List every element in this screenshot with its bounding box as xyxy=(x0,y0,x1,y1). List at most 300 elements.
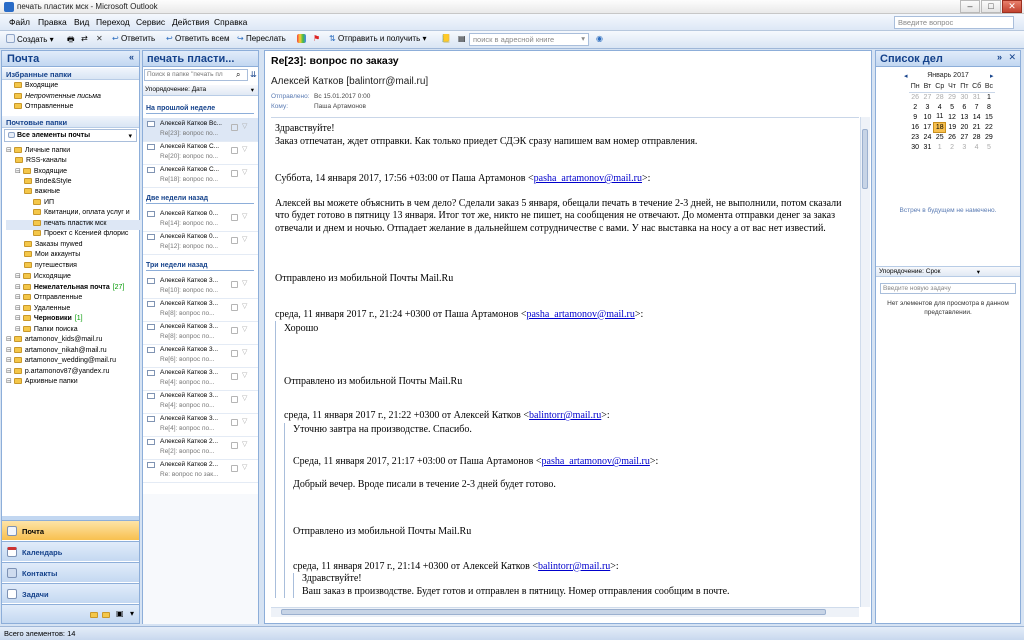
folder-label: Мои аккаунты xyxy=(35,251,81,258)
message-row[interactable] xyxy=(143,321,258,345)
folder-label: Исходящие xyxy=(33,273,71,280)
calendar-day[interactable]: 27 xyxy=(960,133,969,141)
folder-item[interactable] xyxy=(6,304,143,315)
move-icon[interactable]: ⇄ xyxy=(81,34,88,43)
nav-button-mail[interactable]: Почта xyxy=(2,520,139,540)
folder-item[interactable] xyxy=(6,251,143,262)
row-subject: Re[8]: вопрос по... xyxy=(160,310,215,317)
to-value[interactable]: Паша Артамонов xyxy=(314,103,366,110)
calendar-day[interactable]: 2 xyxy=(950,143,954,151)
address-book-icon[interactable]: 📒 xyxy=(441,34,451,43)
folder-icon xyxy=(14,147,22,153)
folder-label: Архивные папки xyxy=(24,378,78,385)
outlook-icon xyxy=(4,2,14,12)
favorite-item[interactable]: Отправленные xyxy=(14,103,151,114)
calendar-day[interactable]: 1 xyxy=(937,143,942,151)
folder-label: artamonov_wedding@mail.ru xyxy=(24,357,116,364)
folder-item[interactable] xyxy=(6,230,143,241)
envelope-icon xyxy=(147,167,155,173)
folder-item[interactable] xyxy=(6,209,143,220)
folder-label: печать пластик мск xyxy=(44,219,107,227)
message-row[interactable] xyxy=(143,208,258,232)
envelope-icon xyxy=(147,347,155,353)
folder-label: путешествия xyxy=(35,261,77,269)
row-sender: Алексей Катков 3... xyxy=(160,300,219,307)
folder-icon xyxy=(23,284,31,290)
row-sender: Алексей Катков 0... xyxy=(160,233,219,240)
folder-icon xyxy=(23,315,31,321)
todo-title: Список дел » ✕ xyxy=(876,51,1020,67)
row-sender: Алексей Катков С... xyxy=(160,143,220,150)
category-checkbox[interactable] xyxy=(231,304,238,311)
search-icon[interactable]: ⌕ xyxy=(236,70,241,79)
envelope-icon xyxy=(147,144,155,150)
folder-item[interactable] xyxy=(6,356,143,367)
expand-toggle-icon[interactable]: ⊟ xyxy=(6,147,14,154)
categorize-icon[interactable] xyxy=(297,34,308,44)
category-checkbox[interactable] xyxy=(231,124,238,131)
calendar-day[interactable]: 3 xyxy=(962,143,967,151)
menu-help[interactable]: Справка xyxy=(214,17,248,27)
category-checkbox[interactable] xyxy=(231,214,238,221)
calendar-day[interactable]: 3 xyxy=(925,103,930,111)
group-header[interactable]: Две недели назад xyxy=(146,195,254,204)
folder-item[interactable] xyxy=(6,220,143,231)
favorite-item[interactable]: Непрочтенные письма xyxy=(14,93,151,104)
flag-icon[interactable]: ▽ xyxy=(242,169,248,176)
folder-icon xyxy=(24,251,32,257)
row-subject: Re[10]: вопрос по... xyxy=(160,287,219,294)
send-receive-label: Отправить и получить xyxy=(337,34,421,43)
expand-toggle-icon[interactable]: ⊟ xyxy=(15,168,23,175)
nav-button-calendar[interactable]: Календарь xyxy=(2,541,139,561)
folder-icon xyxy=(33,199,41,205)
calendar-day[interactable]: 28 xyxy=(935,93,944,101)
folder-label: Личные папки xyxy=(24,147,71,154)
envelope-icon xyxy=(147,416,155,422)
category-checkbox[interactable] xyxy=(231,350,238,357)
email-link[interactable]: balintorr@mail.ru xyxy=(529,410,602,421)
calendar-day[interactable]: 12 xyxy=(948,113,956,121)
prev-month-icon[interactable]: ◂ xyxy=(904,73,908,80)
quote-level-1 xyxy=(275,321,853,598)
menu-file[interactable]: Файл xyxy=(9,17,30,27)
folder-label: Входящие xyxy=(33,168,68,175)
tasks-icon xyxy=(7,589,17,599)
mobile-signature: Отправлено из мобильной Почты Mail.Ru xyxy=(275,273,454,284)
quote-header: среда, 11 января 2017 г., 21:24 +0300 от Паша Артамонов <pasha_artamonov@mail.ru>: xyxy=(275,308,644,320)
title-bar xyxy=(0,0,1024,14)
reply-icon: ↩ xyxy=(112,34,119,43)
task-sort-bar[interactable]: Упорядочение: Срок ▾ xyxy=(876,266,1020,277)
folder-item[interactable] xyxy=(6,314,143,325)
message-row[interactable] xyxy=(143,390,258,414)
row-subject: Re[18]: вопрос по... xyxy=(160,176,219,183)
calendar-month: Январь 2017 xyxy=(927,72,969,79)
expand-toggle-icon[interactable]: ⊟ xyxy=(6,346,14,354)
collapse-icon[interactable]: » xyxy=(996,52,1002,62)
envelope-icon xyxy=(147,211,155,217)
category-checkbox[interactable] xyxy=(231,281,238,288)
folder-item[interactable] xyxy=(6,178,143,189)
weekday-label: Сб xyxy=(972,83,982,91)
weekday-label: Пн xyxy=(910,83,920,91)
row-sender: Алексей Катков 3... xyxy=(160,346,219,353)
maximize-button[interactable]: □ xyxy=(981,0,1001,13)
calendar-day[interactable]: 5 xyxy=(950,103,954,111)
mail-folders-header[interactable]: Почтовые папки xyxy=(2,116,139,128)
quote-text: Здравствуйте! xyxy=(302,573,362,584)
message-sender[interactable]: Алексей Катков [balintorr@mail.ru] xyxy=(271,76,429,87)
contacts-icon xyxy=(7,568,17,578)
expand-toggle-icon[interactable]: ⊟ xyxy=(15,283,23,291)
calendar-day[interactable]: 30 xyxy=(911,143,920,151)
folder-item[interactable] xyxy=(6,146,143,157)
body-line: Заказ отпечатан, ждет отправки. Как только приедет СДЭК сразу напишем вам номер отправления. xyxy=(275,135,698,147)
favorites-list xyxy=(14,82,151,114)
message-row[interactable] xyxy=(143,344,258,368)
flag-icon[interactable]: ▽ xyxy=(242,146,248,153)
calendar-day[interactable]: 28 xyxy=(972,133,981,141)
envelope-icon xyxy=(147,370,155,376)
body-greeting: Здравствуйте! xyxy=(275,123,335,134)
all-mail-dropdown[interactable]: Все элементы почты ▾ xyxy=(4,129,137,142)
calendar-day[interactable]: 20 xyxy=(960,123,969,131)
close-icon[interactable]: ✕ xyxy=(1008,52,1016,62)
category-checkbox[interactable] xyxy=(231,396,238,403)
folder-label: Заказы mywed xyxy=(35,240,83,248)
expand-toggle-icon[interactable]: ⊟ xyxy=(15,304,23,312)
category-checkbox[interactable] xyxy=(231,373,238,380)
reading-pane xyxy=(264,50,872,624)
flag-icon[interactable]: ▽ xyxy=(242,236,248,243)
sent-row xyxy=(271,93,370,100)
flag-icon[interactable]: ⚑ xyxy=(313,34,321,43)
expand-toggle-icon[interactable]: ⊟ xyxy=(6,357,14,364)
calendar-day[interactable]: 19 xyxy=(948,123,957,131)
calendar-day[interactable]: 8 xyxy=(986,103,991,111)
message-row[interactable] xyxy=(143,298,258,322)
row-subject: Re[6]: вопрос по... xyxy=(160,356,215,363)
flag-icon[interactable]: ▽ xyxy=(242,326,248,333)
folder-icon xyxy=(33,209,41,215)
folder-icon xyxy=(14,378,22,384)
row-subject: Re[12]: вопрос по... xyxy=(160,243,219,250)
calendar-day[interactable]: 24 xyxy=(923,133,932,141)
folder-item[interactable] xyxy=(6,262,143,273)
send-receive-button[interactable]: ⇅ Отправить и получить ▾ xyxy=(329,34,427,43)
folder-item[interactable] xyxy=(6,377,143,388)
quote-text: Добрый вечер. Вроде писали в течение 2-3 дней будет готово. xyxy=(293,478,556,490)
message-row[interactable] xyxy=(143,164,258,188)
mobile-signature: Отправлено из мобильной Почты Mail.Ru xyxy=(293,526,472,537)
folder-item[interactable] xyxy=(6,188,143,199)
row-sender: Алексей Катков 3... xyxy=(160,369,219,376)
flag-icon[interactable]: ▽ xyxy=(242,395,248,402)
folder-tree xyxy=(6,146,143,388)
reply-all-button[interactable] xyxy=(166,34,229,43)
next-month-icon[interactable]: ▸ xyxy=(990,73,994,80)
message-row[interactable] xyxy=(143,275,258,299)
folder-item[interactable] xyxy=(6,325,143,336)
expand-toggle-icon[interactable]: ⊟ xyxy=(6,336,14,343)
row-sender: Алексей Катков 2... xyxy=(160,461,219,468)
menu-view[interactable]: Вид xyxy=(74,17,90,27)
expand-toggle-icon[interactable]: ⊟ xyxy=(6,378,14,385)
tasks-empty-message: Нет элементов для просмотра в данном представлении. xyxy=(887,300,1009,316)
category-checkbox[interactable] xyxy=(231,147,238,154)
calendar-day[interactable]: 29 xyxy=(985,133,993,141)
reply-all-label: Ответить всем xyxy=(174,34,230,43)
flag-icon[interactable]: ▽ xyxy=(242,464,248,471)
message-row[interactable] xyxy=(143,367,258,391)
calendar-day[interactable]: 22 xyxy=(985,123,993,131)
calendar-day[interactable]: 10 xyxy=(923,113,932,121)
email-link[interactable]: pasha_artamonov@mail.ru xyxy=(541,456,650,467)
create-label: Создать xyxy=(17,35,48,44)
delete-icon[interactable]: ✕ xyxy=(96,34,103,43)
nav-shortcuts-bar xyxy=(2,604,139,623)
folder-icon xyxy=(24,188,32,194)
expand-toggle-icon[interactable]: ⊟ xyxy=(15,315,23,322)
row-sender: Алексей Катков 3... xyxy=(160,323,219,330)
calendar-day[interactable]: 11 xyxy=(936,113,944,121)
address-book-search-input[interactable]: поиск в адресной книге ▾ xyxy=(469,33,589,46)
folder-item[interactable] xyxy=(6,293,143,304)
row-subject: Re: вопрос по зак... xyxy=(160,471,219,478)
row-subject: Re[23]: вопрос по... xyxy=(160,130,219,137)
folder-item[interactable] xyxy=(6,167,143,178)
appointments-empty: Встреч в будущем не намечено. xyxy=(899,207,997,214)
horizontal-scroll-thumb[interactable] xyxy=(281,609,826,615)
item-count: Всего элементов: 14 xyxy=(4,629,76,638)
flag-icon[interactable]: ▽ xyxy=(242,123,248,130)
message-row[interactable] xyxy=(143,141,258,165)
flag-icon[interactable]: ▽ xyxy=(242,213,248,220)
sort-bar[interactable]: Упорядочение: Дата ▾ xyxy=(143,85,258,96)
folder-label: Нежелательная почта xyxy=(33,283,110,291)
favorites-header[interactable]: Избранные папки xyxy=(2,68,139,80)
calendar-day[interactable]: 7 xyxy=(974,103,979,111)
folder-item[interactable] xyxy=(6,272,143,283)
folder-icon xyxy=(14,347,22,353)
navigation-pane xyxy=(1,50,140,624)
calendar-day[interactable]: 26 xyxy=(948,133,956,141)
notes-icon[interactable]: ▣ xyxy=(116,609,124,618)
expand-toggle-icon[interactable]: ⊟ xyxy=(6,367,14,375)
row-subject: Re[4]: вопрос по... xyxy=(160,425,215,432)
folder-label: ИП xyxy=(44,198,55,206)
folder-label: Папки поиска xyxy=(33,325,78,333)
folder-icon xyxy=(23,294,31,300)
folder-item[interactable] xyxy=(6,346,143,357)
calendar-day[interactable]: 2 xyxy=(913,103,918,111)
email-link[interactable]: balintorr@mail.ru xyxy=(538,560,611,572)
status-bar xyxy=(0,626,1024,640)
calendar-day[interactable]: 14 xyxy=(972,113,981,121)
help-icon[interactable]: ◉ xyxy=(596,34,603,43)
calendar-day[interactable]: 18 xyxy=(934,122,946,132)
group-header[interactable]: Три недели назад xyxy=(146,262,254,271)
calendar-day[interactable]: 13 xyxy=(960,113,969,121)
folder-icon xyxy=(24,178,32,184)
email-link[interactable]: pasha_artamonov@mail.ru xyxy=(526,308,635,320)
menu-bar xyxy=(0,14,1024,31)
folder-label: Проект с Ксенией флорис xyxy=(44,230,129,237)
message-row[interactable] xyxy=(143,413,258,437)
vertical-scroll-thumb[interactable] xyxy=(862,129,868,189)
flag-icon[interactable]: ▽ xyxy=(242,418,248,425)
header-divider xyxy=(271,117,859,118)
calendar-day[interactable]: 23 xyxy=(911,133,920,141)
weekday-label: Ср xyxy=(935,83,945,91)
calendar-day[interactable]: 27 xyxy=(923,93,932,101)
quote-text: Ваш заказ в производстве. Будет готов и отправлен в пятницу. Номер отправления сообщим в почте. xyxy=(302,585,730,597)
calendar-day[interactable]: 31 xyxy=(923,143,932,151)
quote-header: Среда, 11 января 2017, 21:17 +03:00 от Паша Артамонов <pasha_artamonov@mail.ru>: xyxy=(293,456,659,467)
flag-icon[interactable]: ▽ xyxy=(242,349,248,356)
message-body xyxy=(275,123,853,608)
calendar-day[interactable]: 9 xyxy=(913,113,918,121)
mobile-signature: Отправлено из мобильной Почты Mail.Ru xyxy=(284,375,463,387)
shortcuts-icon[interactable] xyxy=(102,612,110,618)
message-row[interactable] xyxy=(143,231,258,255)
list-empty-area xyxy=(143,494,258,624)
menu-edit[interactable]: Правка xyxy=(38,17,67,27)
category-checkbox[interactable] xyxy=(231,465,238,472)
calendar-day[interactable]: 4 xyxy=(937,103,942,111)
message-row[interactable] xyxy=(143,436,258,460)
flag-icon[interactable]: ▽ xyxy=(242,303,248,310)
calendar-day[interactable]: 31 xyxy=(972,93,981,101)
new-mail-icon xyxy=(6,34,15,43)
row-subject: Re[14]: вопрос по... xyxy=(160,220,219,227)
menu-tools[interactable]: Сервис xyxy=(136,17,166,27)
address-search-placeholder: поиск в адресной книге xyxy=(473,35,555,44)
row-subject: Re[2]: вопрос по... xyxy=(160,448,215,455)
calendar-day[interactable]: 4 xyxy=(974,143,979,151)
row-sender: Алексей Катков 2... xyxy=(160,438,219,445)
body-paragraph: Алексей вы можете объяснить в чем дело? Сделали заказ 5 января, обещали печать в течение 2-3 дней, не выполнили, потом сказали что будет готово в пятницу 13 января. Итог тот же, никто не пишет, на сообщения не отвечают. До момента отправки денег за заказ отвечали и днем и ночью. Отпадает желание в дальнейшем сотрудничестве с вами. У нас выставка на носу а от вас нет известий. xyxy=(275,197,842,234)
row-sender: Алексей Катков 3... xyxy=(160,415,219,422)
calendar-day[interactable]: 5 xyxy=(986,143,991,151)
flag-icon[interactable]: ▽ xyxy=(242,441,248,448)
message-row[interactable] xyxy=(143,459,258,483)
message-row[interactable] xyxy=(143,118,258,142)
create-button[interactable]: Создать ▾ xyxy=(6,34,54,44)
flag-icon[interactable]: ▽ xyxy=(242,372,248,379)
reply-all-icon: ↩ xyxy=(166,34,173,43)
folder-icon xyxy=(15,157,23,163)
row-subject: Re[4]: вопрос по... xyxy=(160,379,215,386)
calendar-day[interactable]: 26 xyxy=(911,93,920,101)
nav-button-tasks[interactable]: Задачи xyxy=(2,583,139,603)
close-button[interactable]: ✕ xyxy=(1002,0,1022,13)
forward-button[interactable] xyxy=(237,34,286,43)
group-header[interactable]: На прошлой неделе xyxy=(146,105,254,114)
folder-icon xyxy=(14,336,22,342)
date-navigator xyxy=(909,82,995,152)
address-book-small-icon: ▤ xyxy=(458,34,466,43)
category-checkbox[interactable] xyxy=(231,419,238,426)
folder-icon xyxy=(33,220,41,226)
folder-list-icon[interactable] xyxy=(90,612,98,618)
sent-label: Отправлено: xyxy=(271,93,310,100)
folder-item[interactable] xyxy=(6,367,143,378)
to-row xyxy=(271,103,366,110)
calendar-icon xyxy=(7,547,17,557)
message-list-title: печать пласти... xyxy=(143,51,258,67)
row-sender: Алексей Катков 3... xyxy=(160,392,219,399)
calendar-day[interactable]: 1 xyxy=(986,93,991,101)
calendar-day[interactable]: 30 xyxy=(960,93,969,101)
calendar-day[interactable]: 29 xyxy=(948,93,956,101)
quote-text: Уточню завтра на производстве. Спасибо. xyxy=(293,423,472,435)
expand-toggle-icon[interactable]: ⊟ xyxy=(15,325,23,333)
envelope-icon xyxy=(147,439,155,445)
category-checkbox[interactable] xyxy=(231,327,238,334)
folder-item[interactable] xyxy=(6,335,143,346)
folder-item[interactable] xyxy=(6,283,143,294)
sent-value: Вс 15.01.2017 0:00 xyxy=(314,93,371,100)
calendar-day[interactable]: 16 xyxy=(911,123,920,131)
email-link[interactable]: pasha_artamonov@mail.ru xyxy=(533,173,642,184)
category-checkbox[interactable] xyxy=(231,442,238,449)
favorite-item[interactable]: Входящие xyxy=(14,82,151,93)
reply-button[interactable] xyxy=(112,34,155,43)
message-subject: Re[23]: вопрос по заказу xyxy=(271,55,399,67)
folder-icon xyxy=(23,168,31,174)
minimize-button[interactable]: – xyxy=(960,0,980,13)
folder-label: artamonov_kids@mail.ru xyxy=(24,336,103,343)
new-task-input[interactable]: Введите новую задачу xyxy=(880,283,1016,294)
folder-item[interactable] xyxy=(6,157,143,168)
row-sender: Алексей Катков Вс... xyxy=(160,120,222,127)
envelope-icon xyxy=(147,301,155,307)
nav-button-contacts[interactable]: Контакты xyxy=(2,562,139,582)
row-sender: Алексей Катков 0... xyxy=(160,210,219,217)
folder-item[interactable] xyxy=(6,241,143,252)
calendar-day[interactable]: 25 xyxy=(935,133,944,141)
expand-toggle-icon[interactable]: ⊟ xyxy=(15,273,23,280)
configure-buttons-icon[interactable]: ▾ xyxy=(130,609,135,618)
menu-go[interactable]: Переход xyxy=(96,17,130,27)
calendar-day[interactable]: 21 xyxy=(972,123,981,131)
message-list-pane xyxy=(142,50,259,624)
envelope-icon xyxy=(147,393,155,399)
category-checkbox[interactable] xyxy=(231,237,238,244)
category-checkbox[interactable] xyxy=(231,170,238,177)
calendar-day[interactable]: 17 xyxy=(923,123,932,131)
help-search-input[interactable]: Введите вопрос xyxy=(894,16,1014,29)
calendar-day[interactable]: 6 xyxy=(962,103,967,111)
expand-toggle-icon[interactable]: ⊟ xyxy=(15,294,23,301)
flag-icon[interactable]: ▽ xyxy=(242,280,248,287)
folder-icon xyxy=(23,326,31,332)
folder-item[interactable] xyxy=(6,199,143,210)
weekday-label: Чт xyxy=(946,82,958,92)
print-icon[interactable]: 🖶 xyxy=(67,35,75,44)
mail-icon xyxy=(7,526,17,536)
row-sender: Алексей Катков С... xyxy=(160,166,220,173)
quote-header: Суббота, 14 января 2017, 17:56 +03:00 от Паша Артамонов <pasha_artamonov@mail.ru>: xyxy=(275,173,651,184)
vertical-scrollbar[interactable] xyxy=(860,117,870,607)
menu-actions[interactable]: Действия xyxy=(172,17,210,27)
expand-search-icon[interactable]: ⇊ xyxy=(250,70,257,79)
row-subject: Re[8]: вопрос по... xyxy=(160,333,215,340)
calendar-day[interactable]: 15 xyxy=(985,113,993,121)
folder-search-input[interactable]: Поиск в папке "печать пл xyxy=(144,69,248,81)
